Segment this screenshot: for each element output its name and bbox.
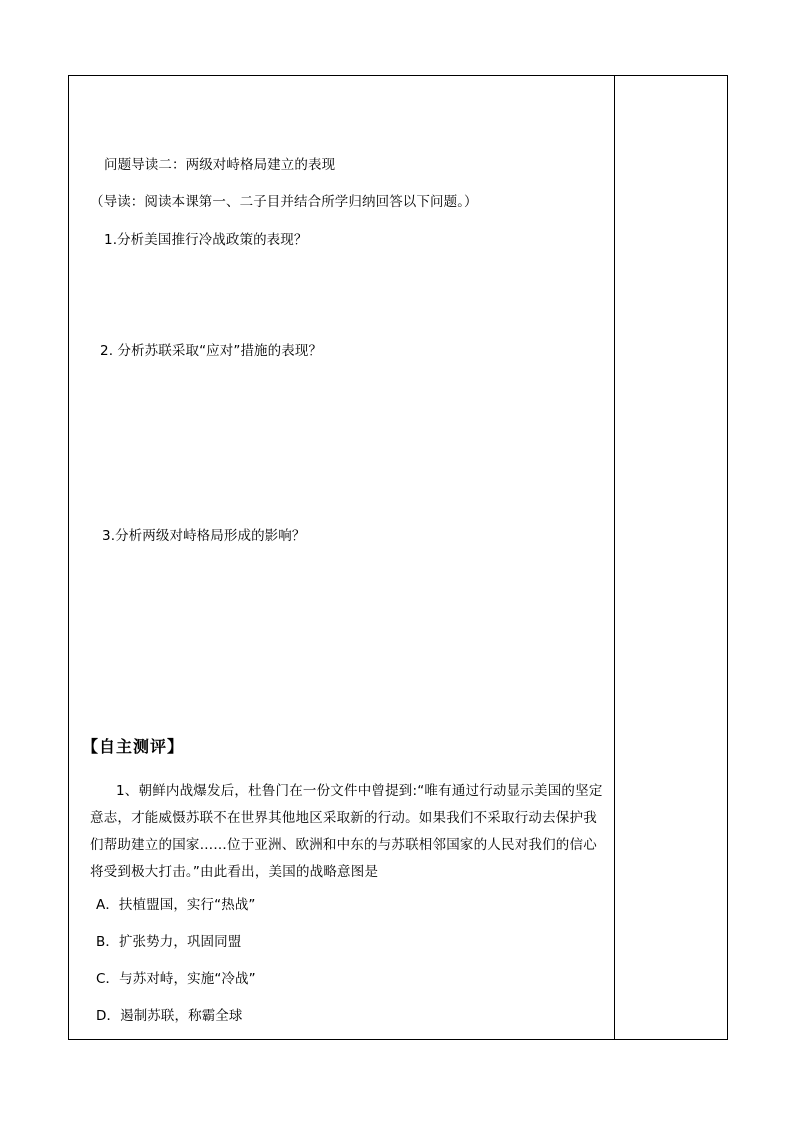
option-b: B．扩张势力，巩固同盟 xyxy=(96,934,242,950)
option-d: D．遏制苏联，称霸全球 xyxy=(96,1008,243,1024)
question-2: 2. 分析苏联采取“应对”措施的表现？ xyxy=(100,343,323,359)
question-1: 1.分析美国推行冷战政策的表现？ xyxy=(104,232,308,248)
guide-title: 问题导读二：两级对峙格局建立的表现 xyxy=(104,157,336,173)
option-a: A．扶植盟国，实行“热战” xyxy=(96,897,256,913)
notes-column-divider xyxy=(614,75,615,1040)
self-test-question: 1、朝鲜内战爆发后，杜鲁门在一份文件中曾提到:“唯有通过行动显示美国的坚定意志，才能威慑苏联不在世界其他地区采取新的行动。如果我们不采取行动去保护我们帮助建立的国家……位于亚洲、欧洲和中东的与苏联相邻国家的人民对我们的信心将受到极大打击。”由此看出，美国的战略意图是 xyxy=(90,783,603,880)
self-test-heading: 【自主测评】 xyxy=(82,737,185,756)
question-3: 3.分析两级对峙格局形成的影响？ xyxy=(102,528,306,544)
guide-instruction: （导读：阅读本课第一、二子目并结合所学归纳回答以下问题。） xyxy=(90,194,478,210)
option-c: C．与苏对峙，实施“冷战” xyxy=(96,971,256,987)
